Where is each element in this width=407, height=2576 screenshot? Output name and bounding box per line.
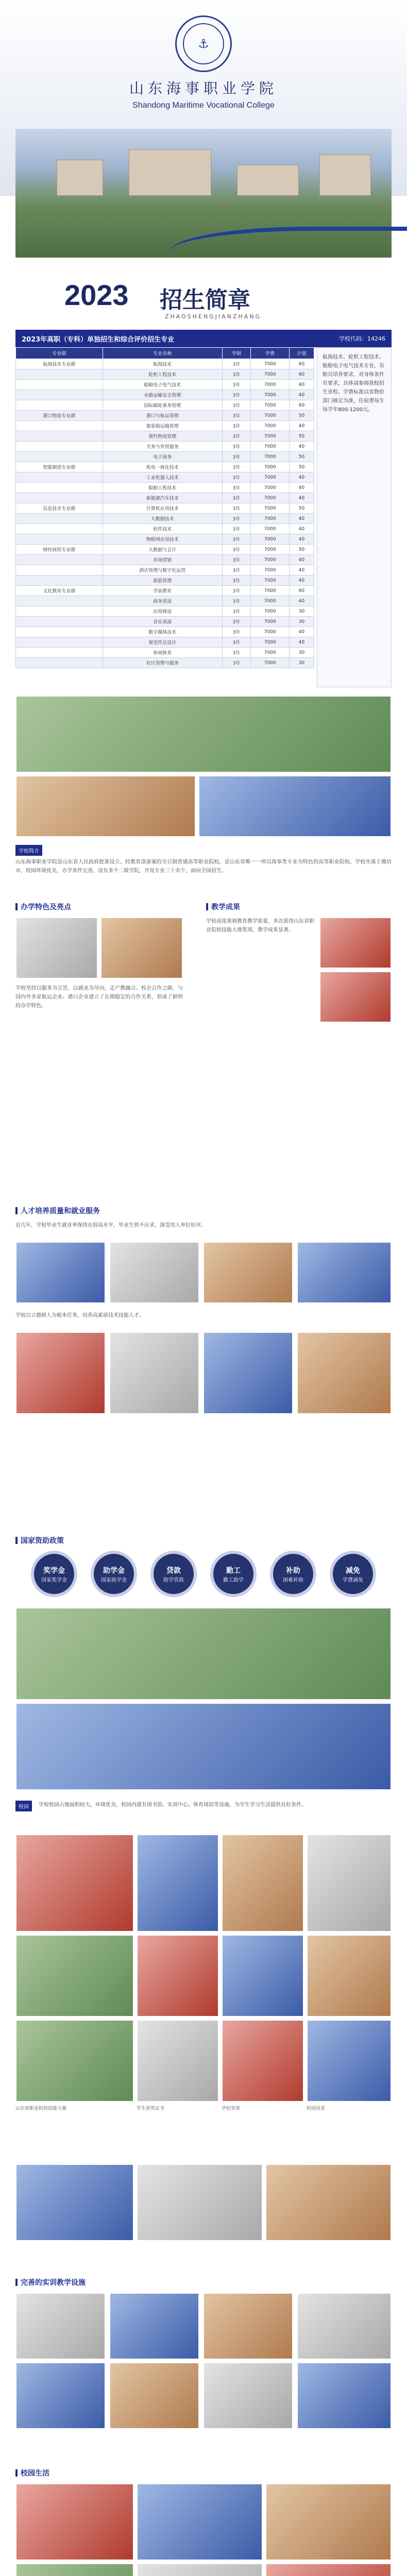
table-cell: 7000 xyxy=(251,565,290,575)
support-badge: 助学金 国家助学金 xyxy=(91,1551,137,1597)
table-cell: 7000 xyxy=(251,462,290,472)
table-cell: 7000 xyxy=(251,369,290,380)
table-row xyxy=(16,658,314,668)
table-cell: 现代物流管理 xyxy=(103,431,222,442)
table-row xyxy=(16,565,314,575)
table-cell: 7000 xyxy=(251,524,290,534)
campus-photo xyxy=(198,775,392,837)
table-row xyxy=(16,411,314,421)
table-row xyxy=(16,524,314,534)
table-cell: 3年 xyxy=(222,627,251,637)
table-cell xyxy=(16,648,103,658)
column-header: 学费 xyxy=(251,348,290,359)
table-row xyxy=(16,462,314,472)
feature-photo xyxy=(100,917,183,979)
table-cell: 30 xyxy=(290,658,314,668)
table-cell: 30 xyxy=(290,606,314,617)
activity-photo xyxy=(15,1834,134,1932)
table-row xyxy=(16,503,314,514)
table-cell: 软件技术 xyxy=(103,524,222,534)
life-photo xyxy=(137,2563,263,2576)
table-cell xyxy=(16,534,103,545)
training-photo xyxy=(15,2362,106,2429)
activity-photo xyxy=(137,1935,219,2017)
facility-photo xyxy=(265,2164,392,2241)
table-heading xyxy=(15,330,392,347)
table-cell: 旅游管理 xyxy=(103,575,222,586)
table-row xyxy=(16,421,314,431)
table-cell: 大数据与会计 xyxy=(103,545,222,555)
table-row xyxy=(16,555,314,565)
table-cell: 40 xyxy=(290,483,314,493)
table-cell: 3年 xyxy=(222,369,251,380)
campus-lake-photo xyxy=(15,1703,392,1790)
majors-table-section xyxy=(15,330,392,668)
table-row xyxy=(16,534,314,545)
table-cell xyxy=(16,442,103,452)
activity-photo xyxy=(307,2020,392,2102)
table-cell: 电子商务 xyxy=(103,452,222,462)
training-photo xyxy=(15,2293,106,2360)
table-row xyxy=(16,431,314,442)
table-cell: 60 xyxy=(290,359,314,369)
table-cell: 3年 xyxy=(222,411,251,421)
table-cell: 3年 xyxy=(222,575,251,586)
award-photo xyxy=(297,1332,392,1414)
campus-tag: 校园 xyxy=(15,1801,32,1811)
table-cell: 轮机工程技术 xyxy=(103,369,222,380)
table-cell: 7000 xyxy=(251,534,290,545)
table-row xyxy=(16,514,314,524)
table-row xyxy=(16,627,314,637)
table-cell xyxy=(16,617,103,627)
anchor-icon: ⚓ xyxy=(183,23,224,64)
table-cell xyxy=(16,627,103,637)
table-cell: 50 xyxy=(290,503,314,514)
intro-tag: 学校简介 xyxy=(15,845,42,856)
table-cell: 3年 xyxy=(222,534,251,545)
life-photo xyxy=(137,2483,263,2561)
talent-text: 近几年，学校毕业生就业率保持在较高水平，毕业生供不应求，深受用人单位好评。 xyxy=(15,1223,206,1228)
table-cell: 3年 xyxy=(222,400,251,411)
caption: 学生获奖证书 xyxy=(137,2106,165,2111)
table-cell: 7000 xyxy=(251,658,290,668)
support-badges xyxy=(31,1551,376,1597)
table-cell xyxy=(16,400,103,411)
table-cell: 3年 xyxy=(222,431,251,442)
table-cell: 7000 xyxy=(251,575,290,586)
table-cell: 7000 xyxy=(251,411,290,421)
table-cell: 40 xyxy=(290,380,314,390)
title-band xyxy=(0,268,407,325)
certificate-photo xyxy=(319,917,392,969)
table-cell: 40 xyxy=(290,524,314,534)
table-cell: 40 xyxy=(290,421,314,431)
table-cell xyxy=(16,369,103,380)
features-text: 学校坚持以服务为宗旨，以就业为导向，走产教融合、校企合作之路，与国内外多家航运企业、港口企业建立了长期稳定的合作关系，形成了鲜明的办学特色。 xyxy=(15,986,183,1009)
achievements-title: 教学成果 xyxy=(206,902,240,912)
campus-text: 学校校园占地面积较大，环境优美，校园内建有图书馆、实训中心、体育场馆等设施，为学生学习生活提供良好条件。 xyxy=(39,1802,307,1808)
table-cell: 关务与外贸服务 xyxy=(103,442,222,452)
support-badge: 勤工 勤工助学 xyxy=(210,1551,257,1597)
table-cell: 3年 xyxy=(222,421,251,431)
table-cell: 水路运输安全管理 xyxy=(103,390,222,400)
activity-photo xyxy=(137,2020,219,2102)
life-photo xyxy=(265,2483,392,2561)
table-cell: 港口物流专业群 xyxy=(16,411,103,421)
table-cell: 3年 xyxy=(222,503,251,514)
column-header: 计划 xyxy=(290,348,314,359)
table-cell: 港口与航运管理 xyxy=(103,411,222,421)
life-photo xyxy=(15,2483,134,2561)
title-year: 2023 xyxy=(64,279,129,311)
table-cell: 3年 xyxy=(222,606,251,617)
table-cell: 航海技术专业群 xyxy=(16,359,103,369)
graduate-photo xyxy=(15,1242,106,1303)
table-row xyxy=(16,359,314,369)
table-cell: 7000 xyxy=(251,545,290,555)
table-cell: 7000 xyxy=(251,555,290,565)
table-cell: 7000 xyxy=(251,380,290,390)
talent-title: 人才培养质量和就业服务 xyxy=(15,1206,100,1216)
award-photo xyxy=(109,1332,199,1414)
table-row xyxy=(16,575,314,586)
table-cell: 3年 xyxy=(222,472,251,483)
table-cell: 3年 xyxy=(222,359,251,369)
table-cell: 7000 xyxy=(251,514,290,524)
table-cell xyxy=(16,658,103,668)
table-cell: 航海技术 xyxy=(103,359,222,369)
table-cell xyxy=(16,606,103,617)
table-cell: 50 xyxy=(290,462,314,472)
table-cell: 船舶电子电气技术 xyxy=(103,380,222,390)
facility-photo xyxy=(137,2164,263,2241)
table-cell: 市场营销 xyxy=(103,555,222,565)
award-photo xyxy=(15,1332,106,1414)
table-row xyxy=(16,442,314,452)
campus-photo xyxy=(15,696,392,773)
campus-photo xyxy=(15,775,196,837)
features-title: 办学特色及亮点 xyxy=(15,902,71,912)
support-badge: 奖学金 国家奖学金 xyxy=(31,1551,77,1597)
table-cell: 视觉传达设计 xyxy=(103,637,222,648)
table-cell: 3年 xyxy=(222,493,251,503)
table-cell: 集装箱运输管理 xyxy=(103,421,222,431)
training-photo xyxy=(297,2293,392,2360)
table-cell: 60 xyxy=(290,400,314,411)
table-cell: 7000 xyxy=(251,359,290,369)
table-cell: 7000 xyxy=(251,472,290,483)
table-heading-text: 2023年高职（专科）单独招生和综合评价招生专业 xyxy=(22,335,175,344)
talent-text-2: 学校以立德树人为根本任务，培养高素质技术技能人才。 xyxy=(15,1313,144,1318)
certificate-photo xyxy=(319,971,392,1023)
graduate-photo xyxy=(203,1242,293,1303)
column-header: 专业名称 xyxy=(103,348,222,359)
table-cell xyxy=(16,565,103,575)
award-photo xyxy=(203,1332,293,1414)
table-cell: 3年 xyxy=(222,514,251,524)
training-photo xyxy=(203,2293,293,2360)
table-row xyxy=(16,400,314,411)
table-row xyxy=(16,369,314,380)
support-badge: 贷款 助学贷款 xyxy=(150,1551,197,1597)
majors-table-body xyxy=(16,359,314,668)
table-cell: 40 xyxy=(290,565,314,575)
table-cell: 机电一体化技术 xyxy=(103,462,222,472)
caption: 山东省职业院校技能大赛 xyxy=(15,2106,67,2111)
table-cell xyxy=(16,493,103,503)
school-code: 学校代码：14246 xyxy=(339,335,385,342)
table-cell: 3年 xyxy=(222,452,251,462)
table-cell: 酒店管理与数字化运营 xyxy=(103,565,222,575)
activity-photo xyxy=(222,1834,304,1932)
training-photo xyxy=(297,2362,392,2429)
table-cell: 40 xyxy=(290,390,314,400)
table-cell: 3年 xyxy=(222,555,251,565)
table-row xyxy=(16,648,314,658)
life-title: 校园生活 xyxy=(15,2468,49,2478)
table-cell: 7000 xyxy=(251,442,290,452)
table-cell: 3年 xyxy=(222,483,251,493)
college-name-en: Shandong Maritime Vocational College xyxy=(132,101,275,110)
building xyxy=(237,165,299,196)
achievements-text: 学校高度重视教育教学质量，多次获得山东省职业院校技能大赛奖项，教学成果显著。 xyxy=(206,919,314,933)
activity-photo xyxy=(307,1834,392,1932)
table-cell xyxy=(16,483,103,493)
table-cell: 50 xyxy=(290,411,314,421)
table-row xyxy=(16,452,314,462)
table-cell: 7000 xyxy=(251,431,290,442)
life-photo xyxy=(265,2563,392,2576)
activity-photo xyxy=(137,1834,219,1932)
campus-panorama-photo xyxy=(15,1607,392,1700)
table-cell xyxy=(16,380,103,390)
majors-table xyxy=(15,347,314,668)
training-photo xyxy=(203,2362,293,2429)
table-cell: 7000 xyxy=(251,400,290,411)
table-cell: 3年 xyxy=(222,442,251,452)
table-cell: 3年 xyxy=(222,565,251,575)
activity-photo xyxy=(222,2020,304,2102)
table-cell: 40 xyxy=(290,627,314,637)
table-cell: 3年 xyxy=(222,462,251,472)
table-cell: 30 xyxy=(290,617,314,627)
table-cell: 智能制造专业群 xyxy=(16,462,103,472)
table-row xyxy=(16,390,314,400)
table-cell: 50 xyxy=(290,545,314,555)
table-cell xyxy=(16,555,103,565)
college-name-cn: 山东海事职业学院 xyxy=(129,80,278,97)
building xyxy=(57,160,103,196)
table-cell: 数字媒体技术 xyxy=(103,627,222,637)
table-cell: 新能源汽车技术 xyxy=(103,493,222,503)
table-cell: 音乐表演 xyxy=(103,617,222,627)
table-cell: 工业机器人技术 xyxy=(103,472,222,483)
caption: 学校荣誉 xyxy=(222,2106,241,2111)
support-title: 国家资助政策 xyxy=(15,1535,64,1546)
table-cell: 3年 xyxy=(222,648,251,658)
table-cell: 50 xyxy=(290,431,314,442)
table-cell: 物联网应用技术 xyxy=(103,534,222,545)
activity-photo xyxy=(15,1935,134,2017)
college-emblem xyxy=(175,15,232,72)
table-cell: 学前教育 xyxy=(103,586,222,596)
table-cell: 40 xyxy=(290,575,314,586)
table-cell xyxy=(16,390,103,400)
table-cell: 40 xyxy=(290,472,314,483)
table-cell: 7000 xyxy=(251,648,290,658)
table-cell: 国际邮轮乘务管理 xyxy=(103,400,222,411)
title-sub: ZHAOSHENGJIANZHANG xyxy=(165,313,262,320)
table-cell: 应用韩语 xyxy=(103,606,222,617)
table-cell xyxy=(16,596,103,606)
table-row xyxy=(16,472,314,483)
building xyxy=(129,149,211,196)
table-cell xyxy=(16,514,103,524)
table-side-note: 航海技术、轮机工程技术、船舶电子电气技术专业，有船员培养要求，对身体条件有要求，具体请参阅我校招生章程。学费标准以省物价部门核定为准，住宿费每生每学年800-1200元。 xyxy=(317,347,392,687)
table-cell: 3年 xyxy=(222,617,251,627)
table-cell: 信息技术专业群 xyxy=(16,503,103,514)
activity-photo xyxy=(222,1935,304,2017)
table-cell xyxy=(16,421,103,431)
table-cell xyxy=(16,452,103,462)
table-row xyxy=(16,483,314,493)
training-photo xyxy=(109,2362,199,2429)
graduate-photo xyxy=(109,1242,199,1303)
table-cell: 商务英语 xyxy=(103,596,222,606)
feature-photo xyxy=(15,917,98,979)
table-cell xyxy=(16,524,103,534)
table-cell: 7000 xyxy=(251,606,290,617)
table-cell: 计算机应用技术 xyxy=(103,503,222,514)
table-cell: 3年 xyxy=(222,390,251,400)
life-photo xyxy=(15,2563,134,2576)
table-cell: 7000 xyxy=(251,586,290,596)
table-cell xyxy=(16,431,103,442)
table-cell xyxy=(16,637,103,648)
facility-photo xyxy=(15,2164,134,2241)
table-row xyxy=(16,586,314,596)
title-main: 招生简章 xyxy=(160,287,250,313)
table-cell: 7000 xyxy=(251,493,290,503)
table-cell: 50 xyxy=(290,452,314,462)
table-cell: 3年 xyxy=(222,524,251,534)
table-cell xyxy=(16,472,103,483)
table-cell: 财经商贸专业群 xyxy=(16,545,103,555)
training-photo xyxy=(109,2293,199,2360)
table-cell: 7000 xyxy=(251,390,290,400)
table-cell: 7000 xyxy=(251,617,290,627)
table-cell: 3年 xyxy=(222,637,251,648)
table-cell: 40 xyxy=(290,534,314,545)
table-cell: 大数据技术 xyxy=(103,514,222,524)
table-row xyxy=(16,596,314,606)
table-cell: 船舶工程技术 xyxy=(103,483,222,493)
table-cell: 60 xyxy=(290,586,314,596)
table-cell: 3年 xyxy=(222,586,251,596)
table-cell: 7000 xyxy=(251,627,290,637)
table-cell: 7000 xyxy=(251,421,290,431)
table-row xyxy=(16,617,314,627)
table-row xyxy=(16,637,314,648)
table-cell: 3年 xyxy=(222,545,251,555)
table-cell: 40 xyxy=(290,555,314,565)
support-badge: 减免 学费减免 xyxy=(330,1551,376,1597)
caption: 校园风采 xyxy=(307,2106,326,2111)
table-cell: 40 xyxy=(290,514,314,524)
table-cell: 7000 xyxy=(251,637,290,648)
table-cell: 40 xyxy=(290,442,314,452)
activity-photo xyxy=(15,2020,134,2102)
table-cell: 7000 xyxy=(251,452,290,462)
training-title: 完善的实训教学设施 xyxy=(15,2277,86,2287)
table-row xyxy=(16,606,314,617)
table-cell: 3年 xyxy=(222,658,251,668)
table-cell: 社区管理与服务 xyxy=(103,658,222,668)
activity-photo xyxy=(307,1935,392,2017)
table-cell: 休闲体育 xyxy=(103,648,222,658)
table-cell xyxy=(16,575,103,586)
table-cell: 40 xyxy=(290,596,314,606)
table-row xyxy=(16,545,314,555)
support-badge: 补助 困难补助 xyxy=(270,1551,316,1597)
table-cell: 3年 xyxy=(222,596,251,606)
graduate-photo xyxy=(297,1242,392,1303)
table-cell: 7000 xyxy=(251,503,290,514)
table-cell: 60 xyxy=(290,369,314,380)
table-cell: 7000 xyxy=(251,483,290,493)
table-cell: 7000 xyxy=(251,596,290,606)
table-cell: 40 xyxy=(290,637,314,648)
building xyxy=(319,155,371,196)
column-header: 专业群 xyxy=(16,348,103,359)
table-cell: 40 xyxy=(290,493,314,503)
column-header: 学制 xyxy=(222,348,251,359)
table-cell: 30 xyxy=(290,648,314,658)
table-cell: 3年 xyxy=(222,380,251,390)
table-row xyxy=(16,493,314,503)
table-cell: 文化教育专业群 xyxy=(16,586,103,596)
table-row xyxy=(16,380,314,390)
intro-text: 山东海事职业学院是山东省人民政府批准设立、经教育部备案的全日制普通高等职业院校，是山东省唯一一所以海事类专业为特色的高等职业院校。学校坐落于潍坊市，校园环境优美，办学条件完善，设有多个二级学院，开设专业三十余个，面向全国招生。 xyxy=(15,859,392,874)
